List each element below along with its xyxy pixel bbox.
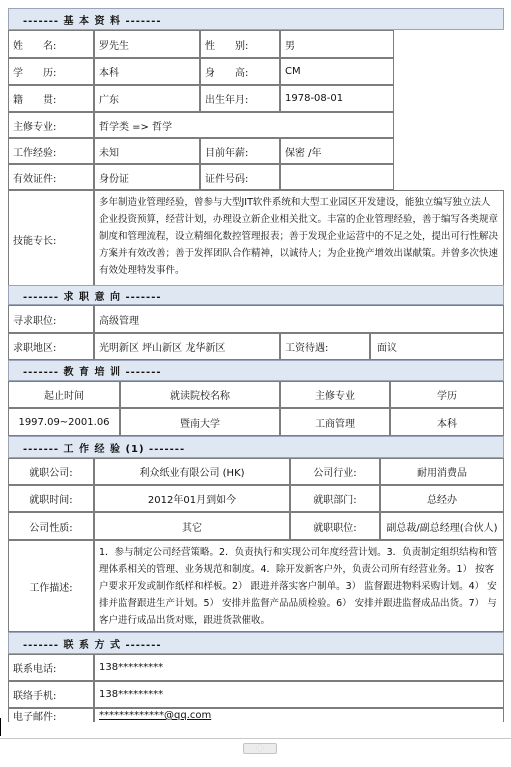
label-tenure: 就职时间: (8, 485, 94, 512)
value-department: 总经办 (380, 485, 504, 512)
edu-degree: 本科 (390, 408, 504, 436)
section-header-basic: ------- 基 本 资 料 ------- (8, 8, 504, 30)
section-header-contact: ------- 联 系 方 式 ------- (8, 632, 504, 654)
value-birthdate: 1978-08-01 (280, 85, 394, 112)
value-company-type: 其它 (94, 512, 290, 540)
value-tenure: 2012年01月到如今 (94, 485, 290, 512)
value-id-number (280, 164, 394, 190)
page-bottom-divider (0, 738, 511, 739)
value-skills: 多年制造业管理经验，曾参与大型JIT软件系统和大型工业园区开发建设，能独立编写独立法人企业投资预算，经营计划，办理设立新企业相关批文。丰富的企业管理经验，善于编写各类规章制度和管理流程，设立精细化数控管理报表；善于发现企业运营中的不足之处，提出可行性解决方案并有效改善；善于发挥团队合作精神，以诚待人；为企业挽产增效出谋献策。并曾多次快速有效处理特发事件。 (94, 190, 504, 288)
label-company: 就职公司: (8, 458, 94, 485)
label-major: 主修专业: (8, 112, 94, 138)
value-target-position: 高级管理 (94, 305, 504, 333)
edu-col-period: 起止时间 (8, 381, 120, 408)
text-cursor (0, 718, 1, 736)
label-target-position: 寻求职位: (8, 305, 94, 333)
label-id-number: 证件号码: (200, 164, 280, 190)
label-target-region: 求职地区: (8, 333, 94, 360)
label-birthdate: 出生年月: (200, 85, 280, 112)
label-experience: 工作经验: (8, 138, 94, 164)
label-phone: 联系电话: (8, 654, 94, 681)
edu-major: 工商管理 (280, 408, 390, 436)
value-job-description: 1．参与制定公司经营策略。2．负责执行和实现公司年度经营计划。3．负责制定组织结构和管理体系相关的管理、业务规范和制度。4．除开发新客户外，负责公司所有经营业务。1） 按客户要求开发或制作纸样和样板。2） 跟进并落实客户制单。3） 监督跟进物料采购计划。4） 安排并监督跟进生产计划。5） 安排并监督产品品质检验。6） 安排并跟进监督成品出货。7） 与客户进行成品出货对账，跟进货款催收。 (94, 540, 504, 632)
value-pay: 面议 (370, 333, 504, 360)
value-experience: 未知 (94, 138, 200, 164)
expand-button[interactable] (243, 743, 277, 754)
value-id-type: 身份证 (94, 164, 200, 190)
value-email[interactable]: *************@qq.com (94, 708, 504, 722)
plus-icon: + (255, 743, 265, 754)
value-company: 利众纸业有限公司 (HK) (94, 458, 290, 485)
label-salary: 目前年薪: (200, 138, 280, 164)
value-industry: 耐用消费品 (380, 458, 504, 485)
label-gender: 性 别: (200, 30, 280, 58)
edu-col-school: 就读院校名称 (120, 381, 280, 408)
value-hometown: 广东 (94, 85, 200, 112)
value-major: 哲学类 => 哲学 (94, 112, 394, 138)
label-email: 电子邮件: (8, 708, 94, 722)
label-height: 身 高: (200, 58, 280, 85)
value-target-region: 光明新区 坪山新区 龙华新区 (94, 333, 280, 360)
value-mobile: 138********* (94, 681, 504, 708)
label-skills: 技能专长: (8, 190, 94, 288)
label-job-title: 就职职位: (290, 512, 380, 540)
edu-period: 1997.09~2001.06 (8, 408, 120, 436)
label-industry: 公司行业: (290, 458, 380, 485)
edu-col-degree: 学历 (390, 381, 504, 408)
value-gender: 男 (280, 30, 394, 58)
label-name: 姓 名: (8, 30, 94, 58)
label-pay: 工资待遇: (280, 333, 370, 360)
section-header-intention: ------- 求 职 意 向 ------- (8, 285, 504, 305)
label-education: 学 历: (8, 58, 94, 85)
label-mobile: 联络手机: (8, 681, 94, 708)
value-job-title: 副总裁/副总经理(合伙人) (380, 512, 504, 540)
value-phone: 138********* (94, 654, 504, 681)
value-name: 罗先生 (94, 30, 200, 58)
label-department: 就职部门: (290, 485, 380, 512)
value-height: CM (280, 58, 394, 85)
value-salary: 保密 /年 (280, 138, 394, 164)
value-education: 本科 (94, 58, 200, 85)
label-id-type: 有效证件: (8, 164, 94, 190)
label-hometown: 籍 贯: (8, 85, 94, 112)
edu-col-major: 主修专业 (280, 381, 390, 408)
section-header-education: ------- 教 育 培 训 ------- (8, 360, 504, 381)
label-job-description: 工作描述: (8, 540, 94, 632)
edu-school: 暨南大学 (120, 408, 280, 436)
section-header-work: ------- 工 作 经 验 (1) ------- (8, 436, 504, 458)
label-company-type: 公司性质: (8, 512, 94, 540)
